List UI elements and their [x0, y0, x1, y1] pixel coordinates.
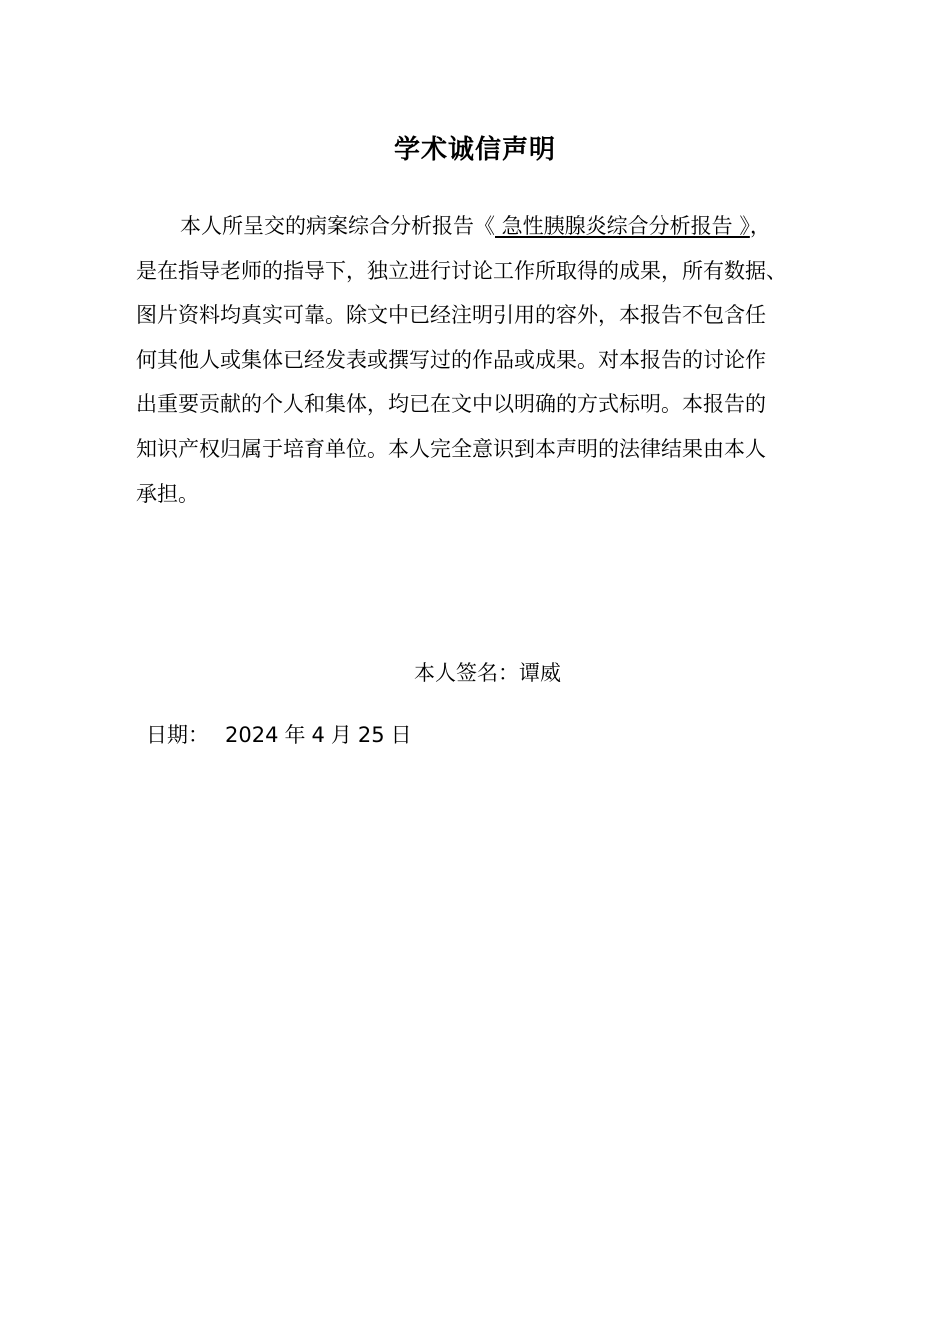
declaration-paragraph	[136, 204, 814, 516]
paragraph-line-7: 承担。	[136, 481, 199, 506]
date-month: 4	[311, 723, 325, 747]
date-day-unit: 日	[390, 723, 412, 747]
signature-name: 谭威	[519, 661, 561, 685]
paragraph-line-4: 何其他人或集体已经发表或撰写过的作品或成果。对本报告的讨论作	[136, 347, 766, 372]
date-line	[146, 715, 412, 755]
report-name: 急性胰腺炎综合分析报告 》	[495, 214, 750, 238]
signature-line	[414, 653, 561, 693]
signature-label: 本人签名：	[414, 661, 519, 685]
paragraph-line-3: 图片资料均真实可靠。除文中已经注明引用的容外，本报告不包含任	[136, 303, 766, 328]
paragraph-line-6: 知识产权归属于培育单位。本人完全意识到本声明的法律结果由本人	[136, 436, 766, 461]
date-month-unit: 月	[330, 723, 352, 747]
document-title: 学术诚信声明	[393, 135, 556, 165]
line1-prefix: 本人所呈交的病案综合分析报告《	[180, 214, 495, 238]
paragraph-line-5: 出重要贡献的个人和集体，均已在文中以明确的方式标明。本报告的	[136, 392, 766, 417]
paragraph-line-2: 是在指导老师的指导下，独立进行讨论工作所取得的成果，所有数据、	[136, 258, 787, 283]
paragraph-line-1	[136, 204, 814, 249]
date-year-unit: 年	[284, 723, 306, 747]
date-year: 2024	[225, 723, 279, 747]
date-day: 25	[357, 723, 385, 747]
line1-suffix: ，	[749, 214, 771, 238]
date-label: 日期：	[146, 723, 209, 747]
